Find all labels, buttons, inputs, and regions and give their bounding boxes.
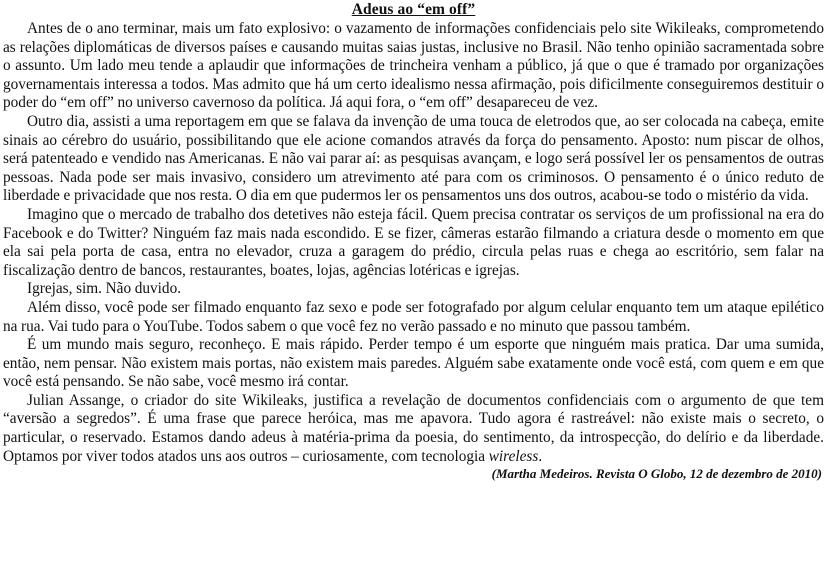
article: [3, 0, 824, 482]
article-paragraph: Imagino que o mercado de trabalho dos detetives não esteja fácil. Quem precisa contratar os serviços de um profissional na era do Facebook e do Twitter? Ninguém faz mais nada escondido. E se fizer, câmeras estarão filmando a criatura desde o momento em que ela sai pela porta de casa, entra no elevador, cruza a garagem do prédio, circula pelas ruas e chega ao escritório, sem falar na fiscalização dentro de bancos, restaurantes, boates, lojas, agências lotéricas e igrejas.: [3, 205, 824, 279]
article-paragraph: Igrejas, sim. Não duvido.: [27, 280, 182, 298]
article-title: Adeus ao “em off”: [351, 1, 476, 18]
paragraph-text: Julian Assange, o criador do site Wikileaks, justifica a revelação de documentos confidenciais com o argumento de que tem “aversão a segredos”. É uma frase que parece heróica, mas me apavora. Tudo agora é rastreável: não existe mais o secreto, o particular, o reservado. Estamos dando adeus à matéria-prima da poesia, do sentimento, da introspecção, do delírio e da liberdade. Optamos por viver todos atados uns aos outros – curiosamente, com tecnologia: [3, 391, 824, 465]
article-paragraph: É um mundo mais seguro, reconheço. E mais rápido. Perder tempo é um esporte que ninguém mais pratica. Dar uma sumida, então, nem pensar. Não existem mais portas, não existem mais paredes. Alguém sabe exatamente onde você está, com quem e em que você está pensando. Se não sabe, você mesmo irá contar.: [3, 336, 824, 391]
article-paragraph-final: [3, 392, 824, 466]
paragraph-end: .: [538, 447, 543, 465]
article-paragraph: Outro dia, assisti a uma reportagem em que se falava da invenção de uma touca de eletrodos que, ao ser colocada na cabeça, emite sinais ao cérebro do usuário, possibilitando que ele acione comandos através da força do pensamento. Aposto: num piscar de olhos, será patenteado e vendido nas Americanas. E não vai parar aí: as pesquisas avançam, e logo será possível ler os pensamentos de outras pessoas. Nada pode ser mais invasivo, considero um atrevimento até para com os criminosos. O pensamento é o único reduto de liberdade e privacidade que nos resta. O dia em que pudermos ler os pensamentos uns dos outros, acabou-se todo o mistério da vida.: [3, 112, 824, 205]
italic-word: wireless: [488, 447, 539, 465]
citation: (Martha Medeiros. Revista O Globo, 12 de dezembro de 2010): [491, 466, 822, 482]
article-paragraph: Além disso, você pode ser filmado enquanto faz sexo e pode ser fotografado por algum celular enquanto tem um ataque epilético na rua. Vai tudo para o YouTube. Todos sabem o que você fez no verão passado e no minuto que passou também.: [3, 298, 824, 335]
article-paragraph: Antes de o ano terminar, mais um fato explosivo: o vazamento de informações confidenciais pelo site Wikileaks, comprometendo as relações diplomáticas de diversos países e causando muitas saias justas, inclusive no Brasil. Não tenho opinião sacramentada sobre o assunto. Um lado meu tende a aplaudir que informações de trincheira venham a público, já que o que é tramado por organizações governamentais interessa a todos. Mas admito que há um certo idealismo nessa afirmação, pois dificilmente conseguiremos destituir o poder do “em off” no universo cavernoso da política. Já aqui fora, o “em off” desapareceu de vez.: [3, 20, 824, 112]
